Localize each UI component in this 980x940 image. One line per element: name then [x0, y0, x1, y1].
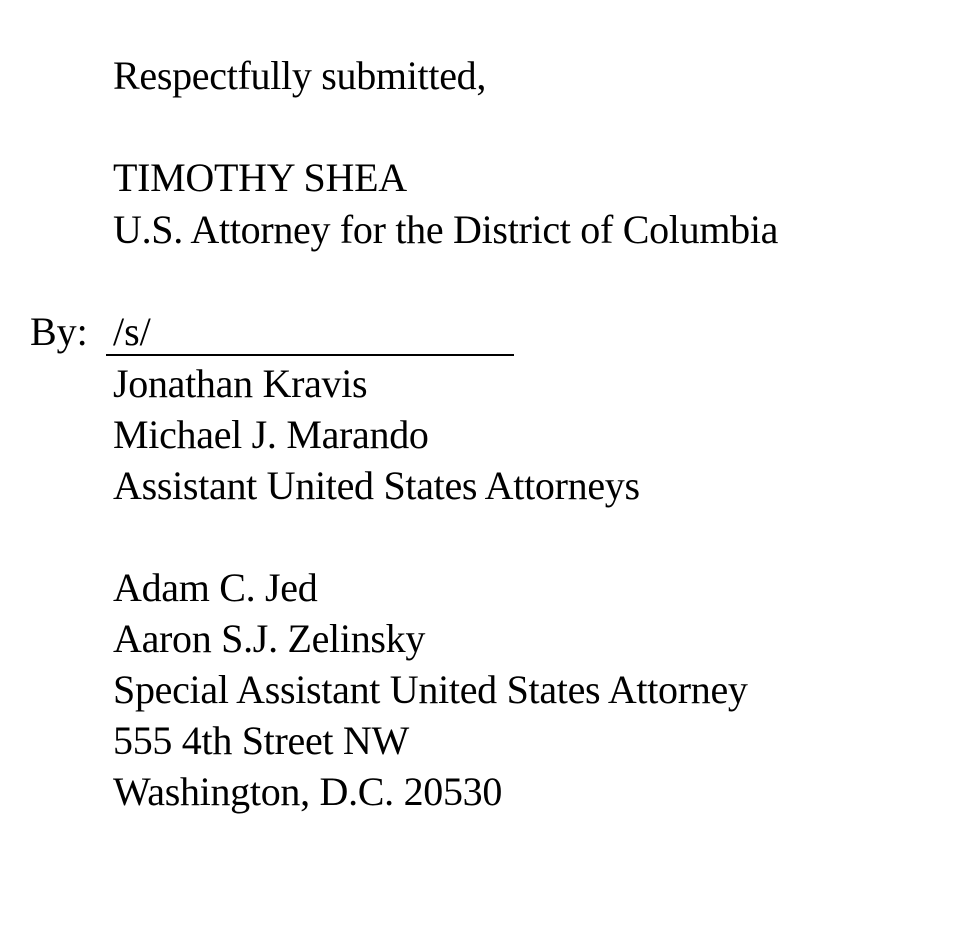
signature-line	[106, 308, 514, 356]
attorney-name: Jonathan Kravis	[113, 361, 368, 406]
by-label: By:	[30, 309, 88, 354]
closing-line: Respectfully submitted,	[113, 53, 487, 98]
us-attorney-name: TIMOTHY SHEA	[113, 155, 407, 200]
address-street: 555 4th Street NW	[113, 718, 409, 763]
attorney-name: Michael J. Marando	[113, 412, 429, 457]
signature-mark: /s/	[113, 309, 151, 354]
address-city: Washington, D.C. 20530	[113, 769, 503, 814]
attorney-name: Adam C. Jed	[113, 565, 318, 610]
attorney-name: Aaron S.J. Zelinsky	[113, 616, 426, 661]
by-row	[30, 308, 88, 356]
attorney-title: Assistant United States Attorneys	[113, 463, 640, 508]
us-attorney-title: U.S. Attorney for the District of Columbia	[113, 207, 779, 252]
attorney-title: Special Assistant United States Attorney	[113, 667, 748, 712]
